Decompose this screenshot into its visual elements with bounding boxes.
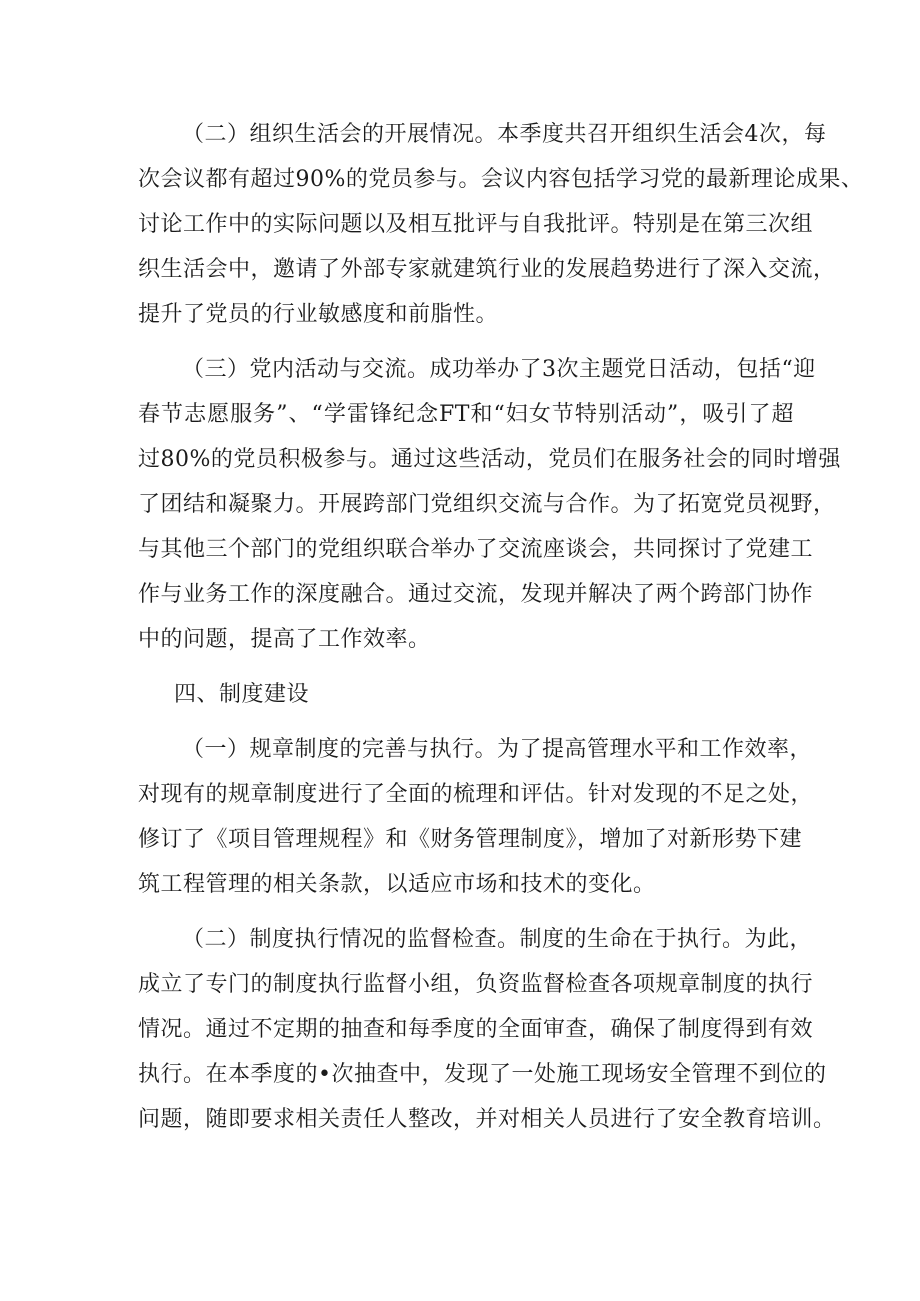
text-line: 春节志愿服务”、“学雷锋纪念FT和“妇女节特别活动”，吸引了超	[138, 402, 794, 427]
text-line: 讨论工作中的实际问题以及相互批评与自我批评。特别是在第三次组	[138, 212, 814, 237]
paragraph-party-activities	[138, 347, 841, 662]
text-line: 执行。在本季度的•次抽查中，发现了一处施工现场安全管理不到位的	[138, 1062, 827, 1087]
paragraph-rules-improvement	[138, 727, 814, 907]
text-line: 了团结和凝聚力。开展跨部门党组织交流与合作。为了拓宽党员视野，	[138, 492, 836, 517]
document-body	[138, 112, 864, 1152]
text-line: （一）规章制度的完善与执行。为了提高管理水平和工作效率，	[182, 737, 813, 762]
text-line: 织生活会中，邀请了外部专家就建筑行业的发展趋势进行了深入交流，	[138, 257, 836, 282]
text-line: 作与业务工作的深度融合。通过交流，发现并解决了两个跨部门协作	[138, 582, 814, 607]
text-line: 对现有的规章制度进行了全面的梳理和评估。针对发现的不足之处，	[138, 782, 814, 807]
text-line: （三）党内活动与交流。成功举办了3次主题党日活动，包括“迎	[182, 357, 816, 382]
text-line: 问题，随即要求相关责任人整改，并对相关人员进行了安全教育培训。	[138, 1107, 836, 1132]
text-line: （二）制度执行情况的监督检查。制度的生命在于执行。为此，	[182, 927, 813, 952]
text-line: 与其他三个部门的党组织联合举办了交流座谈会，共同探讨了党建工	[138, 537, 814, 562]
text-line: （二）组织生活会的开展情况。本季度共召开组织生活会4次，每	[182, 122, 827, 147]
text-line: 过80%的党员积极参与。通过这些活动，党员们在服务社会的同时增强	[138, 447, 841, 472]
text-line: 筑工程管理的相关条款，以适应市场和技术的变化。	[138, 872, 656, 897]
section-heading: 四、制度建设	[174, 682, 310, 707]
text-line: 中的问题，提高了工作效率。	[138, 627, 431, 652]
text-line: 提升了党员的行业敏感度和前脂性。	[138, 302, 499, 327]
paragraph-organization-life-meetings	[138, 112, 864, 337]
text-line: 修订了《项目管理规程》和《财务管理制度》，增加了对新形势下建	[138, 827, 803, 852]
text-line: 情况。通过不定期的抽查和每季度的全面审查，确保了制度得到有效	[138, 1017, 814, 1042]
paragraph-rules-supervision	[138, 917, 836, 1142]
text-line: 成立了专门的制度执行监督小组，负资监督检查各项规章制度的执行	[138, 972, 814, 997]
text-line: 次会议都有超过90%的党员参与。会议内容包括学习党的最新理论成果、	[138, 167, 864, 192]
